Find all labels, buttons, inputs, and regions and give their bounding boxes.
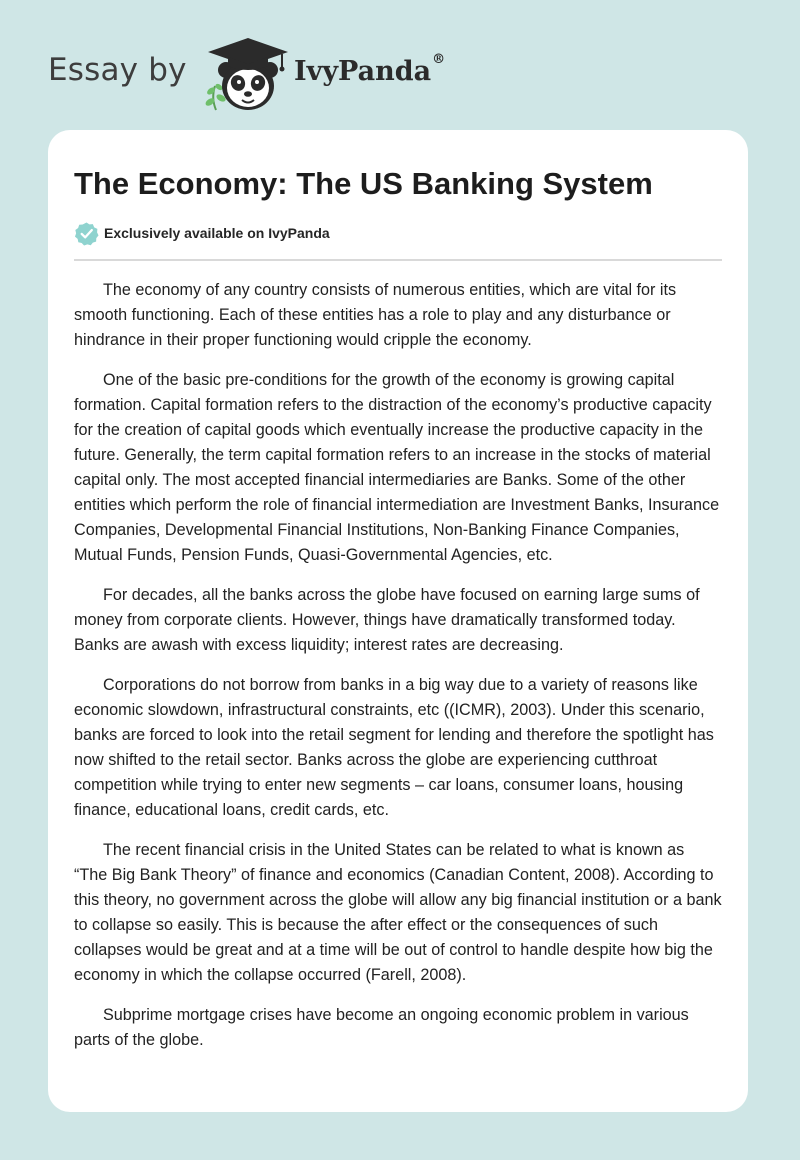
paragraph-6: Subprime mortgage crises have become an ongoing economic problem in various parts of the globe. (74, 1006, 689, 1049)
brand-prefix: Essay by (48, 52, 187, 88)
brand-name (294, 52, 446, 87)
paragraph-1: The economy of any country consists of numerous entities, which are vital for its smooth functioning. Each of these entities has a role to play and any disturbance or hindrance in their proper functioning would cripple the economy. (74, 281, 677, 349)
paragraph-3: For decades, all the banks across the globe have focused on earning large sums of money from corporate clients. However, things have dramatically transformed today. Banks are awash with excess liquidity; interest rates are decreasing. (74, 586, 700, 654)
brand-header[interactable] (48, 36, 568, 112)
article-body (74, 278, 722, 1053)
check-circle-icon (74, 221, 99, 246)
paragraph-4: Corporations do not borrow from banks in a big way due to a variety of reasons like economic slowdown, infrastructural constraints, etc ((ICMR), 2003). Under this scenario, banks are forced to look into the retail segment for lending and therefore the spotlight has now shifted to the retail sector. Banks across the globe are experiencing cutthroat competition while trying to enter new segments – car loans, consumer loans, housing finance, educational loans, credit cards, etc. (74, 676, 714, 819)
exclusive-badge-text: Exclusively available on IvyPanda (104, 225, 330, 241)
registered-mark: ® (432, 52, 446, 67)
paragraph-2: One of the basic pre-conditions for the growth of the economy is growing capital formation. Capital formation refers to the distraction of the economy’s productive capacity for the creation of capital goods which eventually increase the productive capacity in the future. Generally, the term capital formation refers to an increase in the stocks of material capital only. The most accepted financial intermediaries are Banks. Some of the other entities which perform the role of financial intermediation are Investment Banks, Insurance Companies, Developmental Financial Institutions, Non-Banking Finance Companies, Mutual Funds, Pension Funds, Quasi-Governmental Agencies, etc. (74, 371, 720, 564)
paragraph-5: The recent financial crisis in the United States can be related to what is known as “The Big Bank Theory” of finance and economics (Canadian Content, 2008). According to this theory, no government across the globe will allow any big financial institution or a bank to collapse so easily. This is because the after effect or the consequences of such collapses would be great and at a time will be out of control to handle despite how big the economy in which the collapse occurred (Farell, 2008). (74, 841, 722, 984)
title-divider (74, 259, 722, 261)
brand-name-text: IvyPanda (294, 56, 432, 87)
exclusive-badge (74, 220, 722, 246)
panda-graduate-logo-icon (202, 36, 294, 112)
page-title: The Economy: The US Banking System (74, 166, 653, 201)
article-card (48, 130, 748, 1112)
